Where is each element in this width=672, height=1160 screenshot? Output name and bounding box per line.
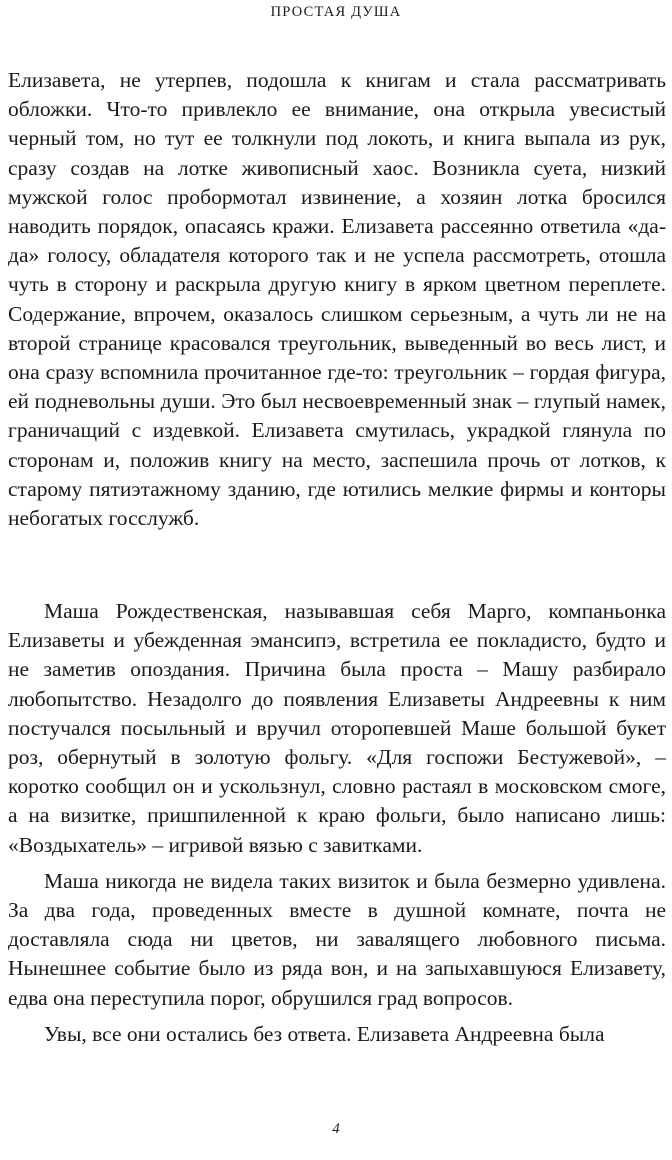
paragraph: Маша никогда не видела таких визиток и была безмерно удивлена. За два года, проведенных вместе в душной комнате, почта не доставляла сюда ни цветов, ни завалящего любовного письма. Нынешнее событие было из ряда вон, и на запыхавшуюся Елизавету, едва она переступила порог, обрушился град вопросов. xyxy=(8,868,666,1010)
paragraph: Маша Рождественская, называвшая себя Марго, компаньонка Елизаветы и убежденная эмансипэ, встретила ее покладисто, будто и не заметив опоздания. Причина была проста – Машу разбирало любопытство. Незадолго до появления Елизаветы Андреевны к ним постучался посыльный и вручил оторопевшей Маше большой букет роз, обернутый в золотую фольгу. «Для госпожи Бестужевой», – коротко сообщил он и ускользнул, словно растаял в московском смоге, а на визитке, пришпиленной к краю фольги, было написано лишь: «Воздыхатель» – игривой вязью с завитками. xyxy=(8,599,666,857)
page-number: 4 xyxy=(332,1121,340,1137)
paragraph: Увы, все они остались без ответа. Елизавета Андреевна была xyxy=(44,1021,605,1046)
paragraph: Елизавета, не утерпев, подошла к книгам и стала рассматривать обложки. Что-то привлекло ее внимание, она открыла увесистый черный том, но тут ее толкнули под локоть, и книга выпала из рук, сразу создав на лотке живописный хаос. Возникла суета, низкий мужской голос пробормотал извинение, а хозяин лотка бросился наводить порядок, опасаясь кражи. Елизавета рассеянно ответила «да-да» голосу, обладателя которого так и не успела рассмотреть, отошла чуть в сторону и раскрыла другую книгу в ярком цветном переплете. Содержание, впрочем, оказалось слишком серьезным, а чуть ли не на второй странице красовался треугольник, выведенный во весь лист, и она сразу вспомнила прочитанное где-то: треугольник – гордая фигура, ей подневольны души. Это был несвоевременный знак – глупый намек, граничащий с издевкой. Елизавета смутилась, украдкой глянула по сторонам и, положив книгу на место, заспешила прочь от лотков, к старому пятиэтажному зданию, где ютились мелкие фирмы и конторы небогатых госслужб. xyxy=(8,68,666,531)
running-header: ПРОСТАЯ ДУША xyxy=(270,4,402,20)
section-before-break xyxy=(8,66,666,533)
section-after-break xyxy=(8,597,666,1056)
